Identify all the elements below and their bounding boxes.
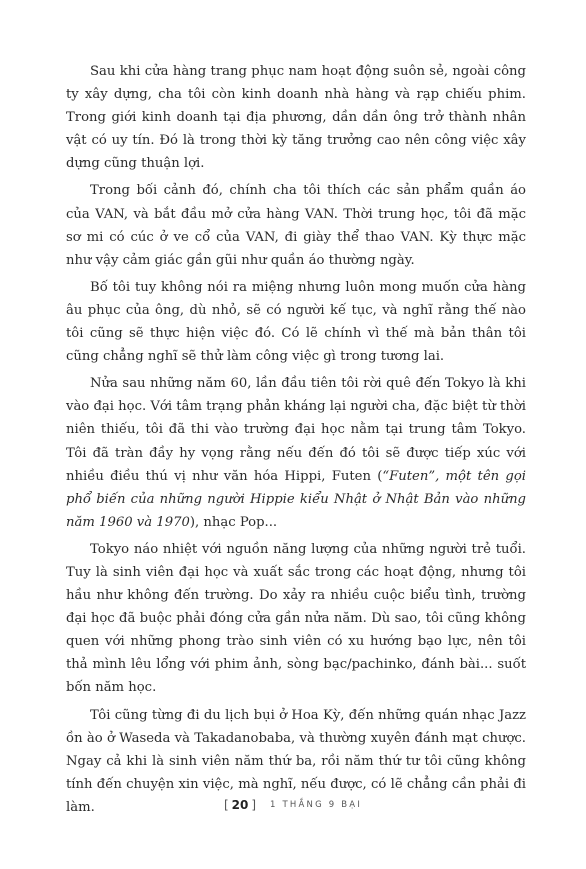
paragraph-2: Trong bối cảnh đó, chính cha tôi thích các sản phẩm quần áo của VAN, và bắt đầu mở cửa hàng VAN. Thời trung học, tôi đã mặc sơ mi có cúc ở ve cổ của VAN, đi giày thể thao VAN. Kỳ thực mặc như vậy cảm giác gần gũi như quần áo thường ngày. <box>66 183 526 268</box>
paragraph-4-tail: ), nhạc Pop... <box>189 514 278 530</box>
paragraph-4-text: Nửa sau những năm 60, lần đầu tiên tôi rời quê đến Tokyo là khi vào đại học. Với tâm trạng phản kháng lại người cha, đặc biệt từ thời niên thiếu, tôi đã thi vào trường đại học nằm tại trung tâm Tokyo. Tôi đã tràn đầy hy vọng rằng nếu đến đó tôi sẽ được tiếp xúc với nhiều điều thú vị như văn hóa Hippi, Futen ( <box>66 376 526 484</box>
paragraph-6: Tôi cũng từng đi du lịch bụi ở Hoa Kỳ, đến những quán nhạc Jazz ồn ào ở Waseda và Takadanobaba, và thường xuyên đánh mạt chược. Ngay cả khi là sinh viên năm thứ ba, rồi năm thứ tư tôi cũng không tính đến chuyện xin việc, mà nghĩ, nếu được, có lẽ chẳng cần phải đi làm. <box>66 707 526 815</box>
page-number: [ 20 ] <box>223 798 257 812</box>
book-title: 1 THẮNG 9 BẠI <box>270 800 363 810</box>
paragraph-1: Sau khi cửa hàng trang phục nam hoạt động suôn sẻ, ngoài công ty xây dựng, cha tôi còn kinh doanh nhà hàng và rạp chiếu phim. Trong giới kinh doanh tại địa phương, dần dần ông trở thành nhân vật có uy tín. Đó là trong thời kỳ tăng trưởng cao nên công việc xây dựng cũng thuận lợi. <box>66 64 526 172</box>
paragraph-5: Tokyo náo nhiệt với nguồn năng lượng của những người trẻ tuổi. Tuy là sinh viên đại học và xuất sắc trong các hoạt động, nhưng tôi hầu như không đến trường. Do xảy ra nhiều cuộc biểu tình, trường đại học đã buộc phải đóng cửa gần nửa năm. Dù sao, tôi cũng không quen với những phong trào sinh viên có xu hướng bạo lực, nên tôi thả mình lêu lổng với phim ảnh, sòng bạc/pachinko, đánh bài... suốt bốn năm học. <box>66 541 526 696</box>
page-footer <box>0 798 586 812</box>
futen-footnote: “Futen”, một tên gọi phổ biến của những người Hippie kiểu Nhật ở Nhật Bản vào những năm 1960 và 1970 <box>66 468 526 530</box>
paragraph-3: Bố tôi tuy không nói ra miệng nhưng luôn mong muốn cửa hàng âu phục của ông, dù nhỏ, sẽ có người kế tục, và nghĩ rằng thế nào tôi cũng sẽ thực hiện việc đó. Có lẽ chính vì thế mà bản thân tôi cũng chẳng nghĩ sẽ thử làm công việc gì trong tương lai. <box>66 279 526 365</box>
body-text <box>66 60 526 823</box>
paragraph-4 <box>66 372 526 534</box>
